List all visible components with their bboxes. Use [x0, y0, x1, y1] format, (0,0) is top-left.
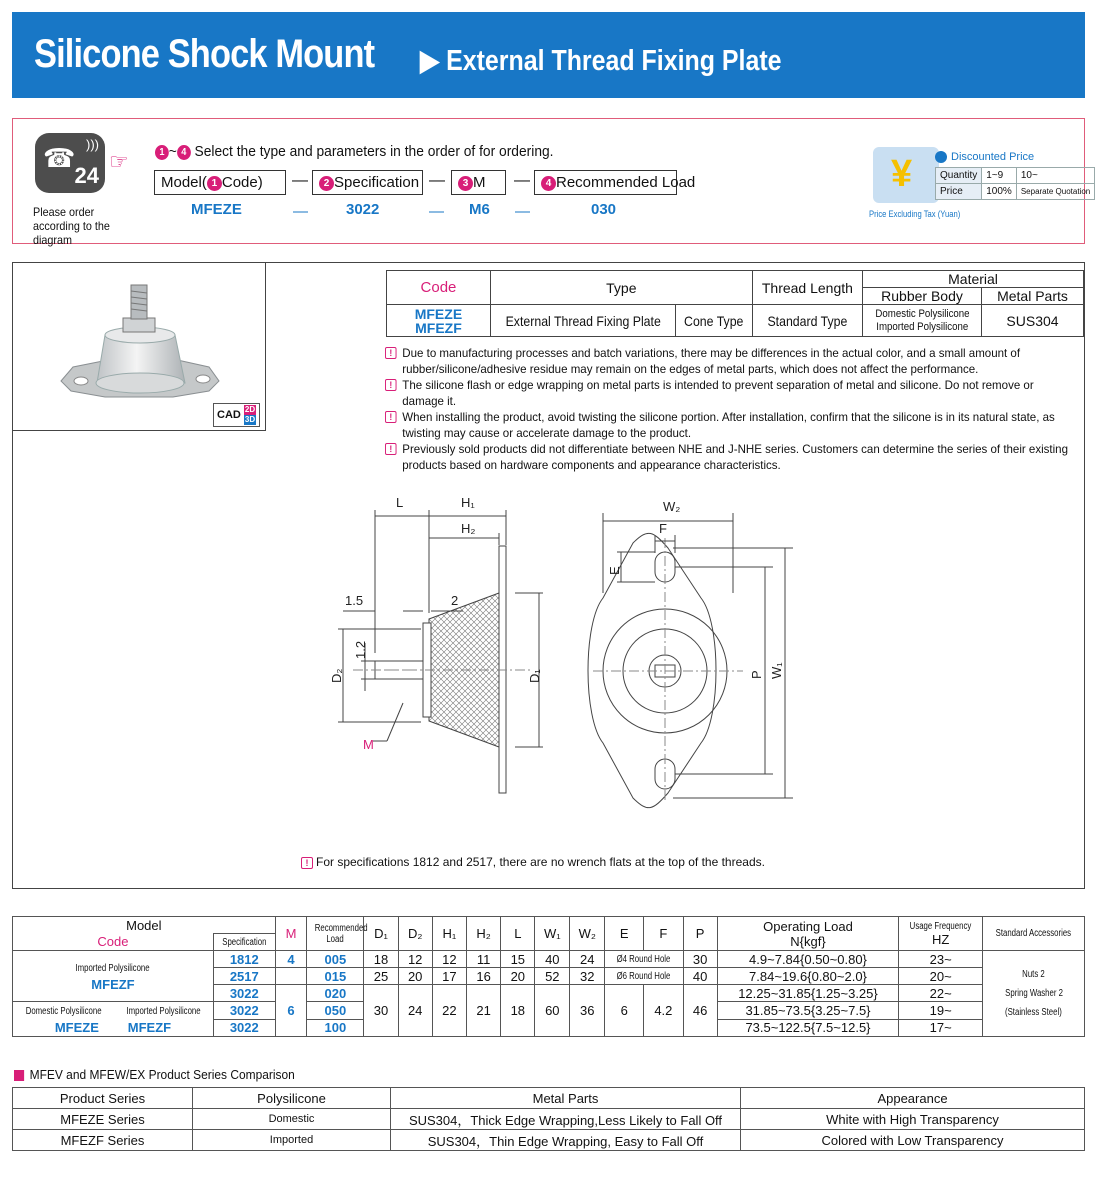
cell-l: 15 [501, 951, 535, 968]
spec-3022: 3022 [213, 1019, 275, 1037]
range-sep: ~ [168, 143, 177, 160]
cell-p: 30 [683, 951, 717, 968]
order-hint: Please order according to the diagram [33, 205, 110, 247]
cell-w1: 40 [535, 951, 570, 968]
cell-oper: 73.5~122.5{7.5~12.5} [717, 1019, 899, 1037]
order-box-spec [312, 170, 423, 195]
dim-L: L [396, 495, 404, 510]
pointing-hand-icon: ☞ [109, 149, 129, 174]
cell-d1: 25 [364, 968, 398, 985]
warning-icon: ! [385, 347, 397, 359]
page-subtitle: ▶ External Thread Fixing Plate [420, 45, 782, 77]
instruction-text: Select the type and parameters in the order of for ordering. [194, 143, 554, 160]
price-panel [869, 147, 1091, 225]
step-badge: 4 [541, 176, 556, 191]
cad-3d: 3D [244, 415, 256, 424]
code-mfezf: MFEZF [415, 319, 462, 336]
discount-label [935, 151, 1034, 163]
code-mfeze: MFEZE [54, 1020, 99, 1035]
spec-2517: 2517 [213, 968, 275, 985]
order-dash: — [293, 203, 308, 220]
type-value: External Thread Fixing Plate [505, 312, 661, 329]
cell-d2: 12 [398, 951, 432, 968]
load-015: 015 [307, 968, 364, 985]
square-bullet-icon [14, 1070, 24, 1081]
cell-h1: 22 [432, 985, 466, 1037]
th-f: F [644, 917, 683, 951]
order-value-code: MFEZE [191, 201, 242, 218]
thread-value: Standard Type [767, 312, 848, 329]
cell-w2: 32 [570, 968, 605, 985]
th-l: L [501, 917, 535, 951]
cmp-polysilicone: Domestic [193, 1109, 391, 1130]
cmp-series: MFEZE Series [13, 1109, 193, 1130]
th-code: Code [387, 271, 491, 305]
price-1: 100% [982, 184, 1017, 200]
th-operating [717, 917, 899, 951]
cad-text: CAD [217, 408, 241, 421]
qty-2: 10~ [1016, 168, 1094, 184]
warning-icon: ! [385, 443, 397, 455]
th-m: M [275, 917, 307, 951]
cell-freq: 20~ [899, 968, 983, 985]
dim-1-5: 1.5 [345, 593, 364, 608]
dim-E: E [607, 566, 622, 575]
order-instruction [155, 143, 554, 160]
cell-freq: 19~ [899, 1002, 983, 1020]
dim-2: 2 [451, 593, 459, 608]
m-empty [275, 968, 307, 985]
code-cell [387, 305, 491, 337]
imported-label: Imported Polysilicone [75, 963, 151, 974]
code-mfezf: MFEZF [91, 977, 135, 992]
th-accessories [983, 917, 1085, 951]
cad-badge[interactable] [213, 403, 260, 427]
box-prefix: Model( [161, 174, 207, 191]
cell-l: 18 [501, 985, 535, 1037]
yen-glyph: ¥ [891, 153, 913, 195]
dim-P: P [749, 670, 764, 679]
th-load-text: Recommended Load [315, 922, 369, 945]
technical-drawing [303, 493, 823, 813]
quantity-label: Quantity [936, 168, 982, 184]
cell-oper: 12.25~31.85{1.25~3.25} [717, 985, 899, 1002]
yen-icon [873, 147, 939, 203]
rubber-cell [863, 305, 982, 337]
cell-w1: 60 [535, 985, 570, 1037]
type-table [386, 270, 1084, 337]
domestic-label: Domestic Polysilicone [25, 1006, 102, 1017]
dim-H1: H₁ [461, 495, 475, 510]
th-oper-text: Operating Load [763, 918, 853, 934]
load-020: 020 [307, 985, 364, 1002]
spec-1812: 1812 [213, 951, 275, 968]
rubber-imported: Imported Polysilicone [875, 320, 969, 333]
code-domestic [13, 1002, 214, 1037]
page-title: Silicone Shock Mount [34, 32, 375, 76]
th-spec-text: Specification [222, 936, 267, 948]
product-photo [13, 263, 266, 431]
th-type: Type [490, 271, 752, 305]
order-dash: — [429, 203, 444, 220]
step-badge: 1 [207, 176, 222, 191]
order-dash: — [514, 172, 530, 189]
drawing-note-text: For specifications 1812 and 2517, there are no wrench flats at the top of the threads. [316, 855, 765, 869]
dim-D1: D₁ [527, 669, 542, 683]
note-item [385, 441, 1076, 473]
price-table [935, 167, 1095, 200]
th-frequency [899, 917, 983, 951]
price-label: Price [936, 184, 982, 200]
box-label: Recommended Load [556, 174, 696, 191]
note-text: The silicone flash or edge wrapping on metal parts is intended to prevent separation of metal and silicone. Do not remove or damage it. [402, 378, 1034, 408]
code-mfeze: MFEZE [414, 305, 463, 322]
cell-e-f [605, 951, 683, 968]
th-appearance: Appearance [741, 1088, 1085, 1109]
order-value-load: 030 [591, 201, 617, 218]
cell-oper: 31.85~73.5{3.25~7.5} [717, 1002, 899, 1020]
order-box-load [534, 170, 696, 195]
discount-text: Discounted Price [951, 151, 1035, 163]
order-value-m: M6 [469, 201, 490, 218]
th-w2: W₂ [570, 917, 605, 951]
box-label: Specification [334, 174, 420, 191]
acc-3: (Stainless Steel) [1005, 1007, 1062, 1018]
cone-value: Cone Type [684, 312, 744, 329]
th-thread: Thread Length [752, 271, 862, 305]
cell-h1: 17 [432, 968, 466, 985]
dim-H2: H₂ [461, 521, 476, 536]
thread-cell [752, 305, 862, 337]
type-cell [490, 305, 675, 337]
warning-icon: ! [385, 411, 397, 423]
cmp-appearance: White with High Transparency [741, 1109, 1085, 1130]
phone-24h-icon: ☎ ))) 24 [35, 133, 105, 193]
cell-accessories [983, 951, 1085, 1037]
cell-oper: 7.84~19.6{0.80~2.0} [717, 968, 899, 985]
ordering-box [12, 118, 1091, 247]
cell-e-f [605, 968, 683, 985]
note-text: When installing the product, avoid twisting the silicone portion. After installation, confirm that the silicone is in its natural state, as twisting may cause or accelerate damage to the product. [402, 410, 1055, 440]
cell-d1: 30 [364, 985, 398, 1037]
cell-h1: 12 [432, 951, 466, 968]
th-spec [213, 934, 275, 951]
dim-D2: D₂ [329, 668, 344, 683]
th-load [307, 917, 369, 951]
step-badge: 4 [177, 145, 191, 160]
order-box-m [451, 170, 506, 195]
metal-value: SUS304 [981, 305, 1083, 337]
m-6: 6 [275, 985, 307, 1037]
cell-f: 4.2 [644, 985, 683, 1037]
th-series: Product Series [13, 1088, 193, 1109]
th-freq-unit: HZ [932, 931, 950, 947]
th-material: Material [863, 271, 1084, 288]
header-banner [12, 12, 1085, 98]
cell-w1: 52 [535, 968, 570, 985]
cad-2d: 2D [244, 405, 256, 414]
load-005: 005 [307, 951, 364, 968]
dot-icon [935, 151, 947, 163]
note-text: Due to manufacturing processes and batch variations, there may be differences in the actual color, and a small amount of rubber/silicone/adhesive residue may remain on the edges of metal parts, which does not affect the performance. [402, 346, 1021, 376]
hole-text: Ø4 Round Hole [617, 953, 671, 965]
comparison-title [14, 1067, 295, 1082]
th-model: Model [13, 917, 276, 934]
qty-1: 1~9 [982, 168, 1017, 184]
step-badge: 2 [319, 176, 334, 191]
th-acc-text: Standard Accessories [995, 928, 1072, 939]
cell-h2: 16 [467, 968, 501, 985]
box-label: Code) [221, 174, 263, 191]
product-panel [12, 262, 1085, 889]
th-oper-unit: N{kgf} [790, 933, 826, 949]
warning-icon: ! [385, 379, 397, 391]
dim-F: F [659, 521, 667, 536]
cmp-metal: SUS304，Thin Edge Wrapping, Easy to Fall Off [391, 1130, 741, 1151]
cmp-appearance: Colored with Low Transparency [741, 1130, 1085, 1151]
cell-w2: 24 [570, 951, 605, 968]
th-rubber: Rubber Body [863, 288, 982, 305]
dim-1-2: 1.2 [353, 640, 368, 659]
acc-1: Nuts 2 [1022, 969, 1045, 980]
drawing-note [301, 855, 765, 869]
spec-3022: 3022 [213, 985, 275, 1002]
box-label: M [473, 174, 486, 191]
dim-W2: W₂ [663, 499, 681, 514]
th-d2: D₂ [398, 917, 432, 951]
code-mfezf: MFEZF [127, 1020, 172, 1035]
spec-table [12, 916, 1085, 1037]
cell-h2: 21 [467, 985, 501, 1037]
cell-e: 6 [605, 985, 644, 1037]
cell-h2: 11 [467, 951, 501, 968]
notes-list [385, 345, 1077, 473]
cell-l: 20 [501, 968, 535, 985]
note-item [385, 377, 1076, 409]
cell-freq: 17~ [899, 1019, 983, 1037]
note-text: Previously sold products did not differentiate between NHE and J-NHE series. Customers can determine the series of their existing products based on hardware components and appearance characteristics. [402, 442, 1068, 472]
order-dash: — [429, 172, 445, 189]
cell-p: 40 [683, 968, 717, 985]
order-value-spec: 3022 [346, 201, 380, 218]
note-item [385, 345, 1076, 377]
th-w1: W₁ [535, 917, 570, 951]
note-item [385, 409, 1076, 441]
rubber-domestic: Domestic Polysilicone [874, 307, 970, 320]
cmp-series: MFEZF Series [13, 1130, 193, 1151]
order-dash: — [292, 172, 308, 189]
th-e: E [605, 917, 644, 951]
th-p: P [683, 917, 717, 951]
price-2: Separate Quotation [1016, 184, 1094, 200]
cell-w2: 36 [570, 985, 605, 1037]
cell-freq: 22~ [899, 985, 983, 1002]
cell-oper: 4.9~7.84{0.50~0.80} [717, 951, 899, 968]
cell-p: 46 [683, 985, 717, 1037]
th-h1: H₁ [432, 917, 466, 951]
th-d1: D₁ [364, 917, 398, 951]
acc-2: Spring Washer 2 [1004, 988, 1063, 999]
cmp-metal: SUS304，Thick Edge Wrapping,Less Likely to Fall Off [391, 1109, 741, 1130]
cell-d1: 18 [364, 951, 398, 968]
price-note: Price Excluding Tax (Yuan) [869, 209, 961, 219]
order-box-model [154, 170, 286, 195]
cell-freq: 23~ [899, 951, 983, 968]
cone-cell [676, 305, 752, 337]
cell-d2: 24 [398, 985, 432, 1037]
step-badge: 1 [155, 145, 169, 160]
comparison-title-text: MFEV and MFEW/EX Product Series Comparison [29, 1067, 295, 1082]
th-code: Code [13, 934, 214, 951]
th-polysilicone: Polysilicone [193, 1088, 391, 1109]
th-metal: Metal Parts [981, 288, 1083, 305]
load-050: 050 [307, 1002, 364, 1020]
code-imported [13, 951, 214, 1002]
imported-label: Imported Polysilicone [126, 1006, 201, 1017]
spec-3022: 3022 [213, 1002, 275, 1020]
cmp-polysilicone: Imported [193, 1130, 391, 1151]
comparison-table [12, 1087, 1085, 1151]
dim-W1: W₁ [769, 662, 784, 679]
m-4: 4 [275, 951, 307, 968]
dim-M: M [363, 737, 374, 752]
step-badge: 3 [458, 176, 473, 191]
th-metal-parts: Metal Parts [391, 1088, 741, 1109]
th-freq-text: Usage Frequency [909, 920, 972, 932]
load-100: 100 [307, 1019, 364, 1037]
order-dash: — [515, 203, 530, 220]
warning-icon: ! [301, 857, 313, 869]
th-h2: H₂ [467, 917, 501, 951]
cell-d2: 20 [398, 968, 432, 985]
hole-text: Ø6 Round Hole [617, 970, 671, 982]
